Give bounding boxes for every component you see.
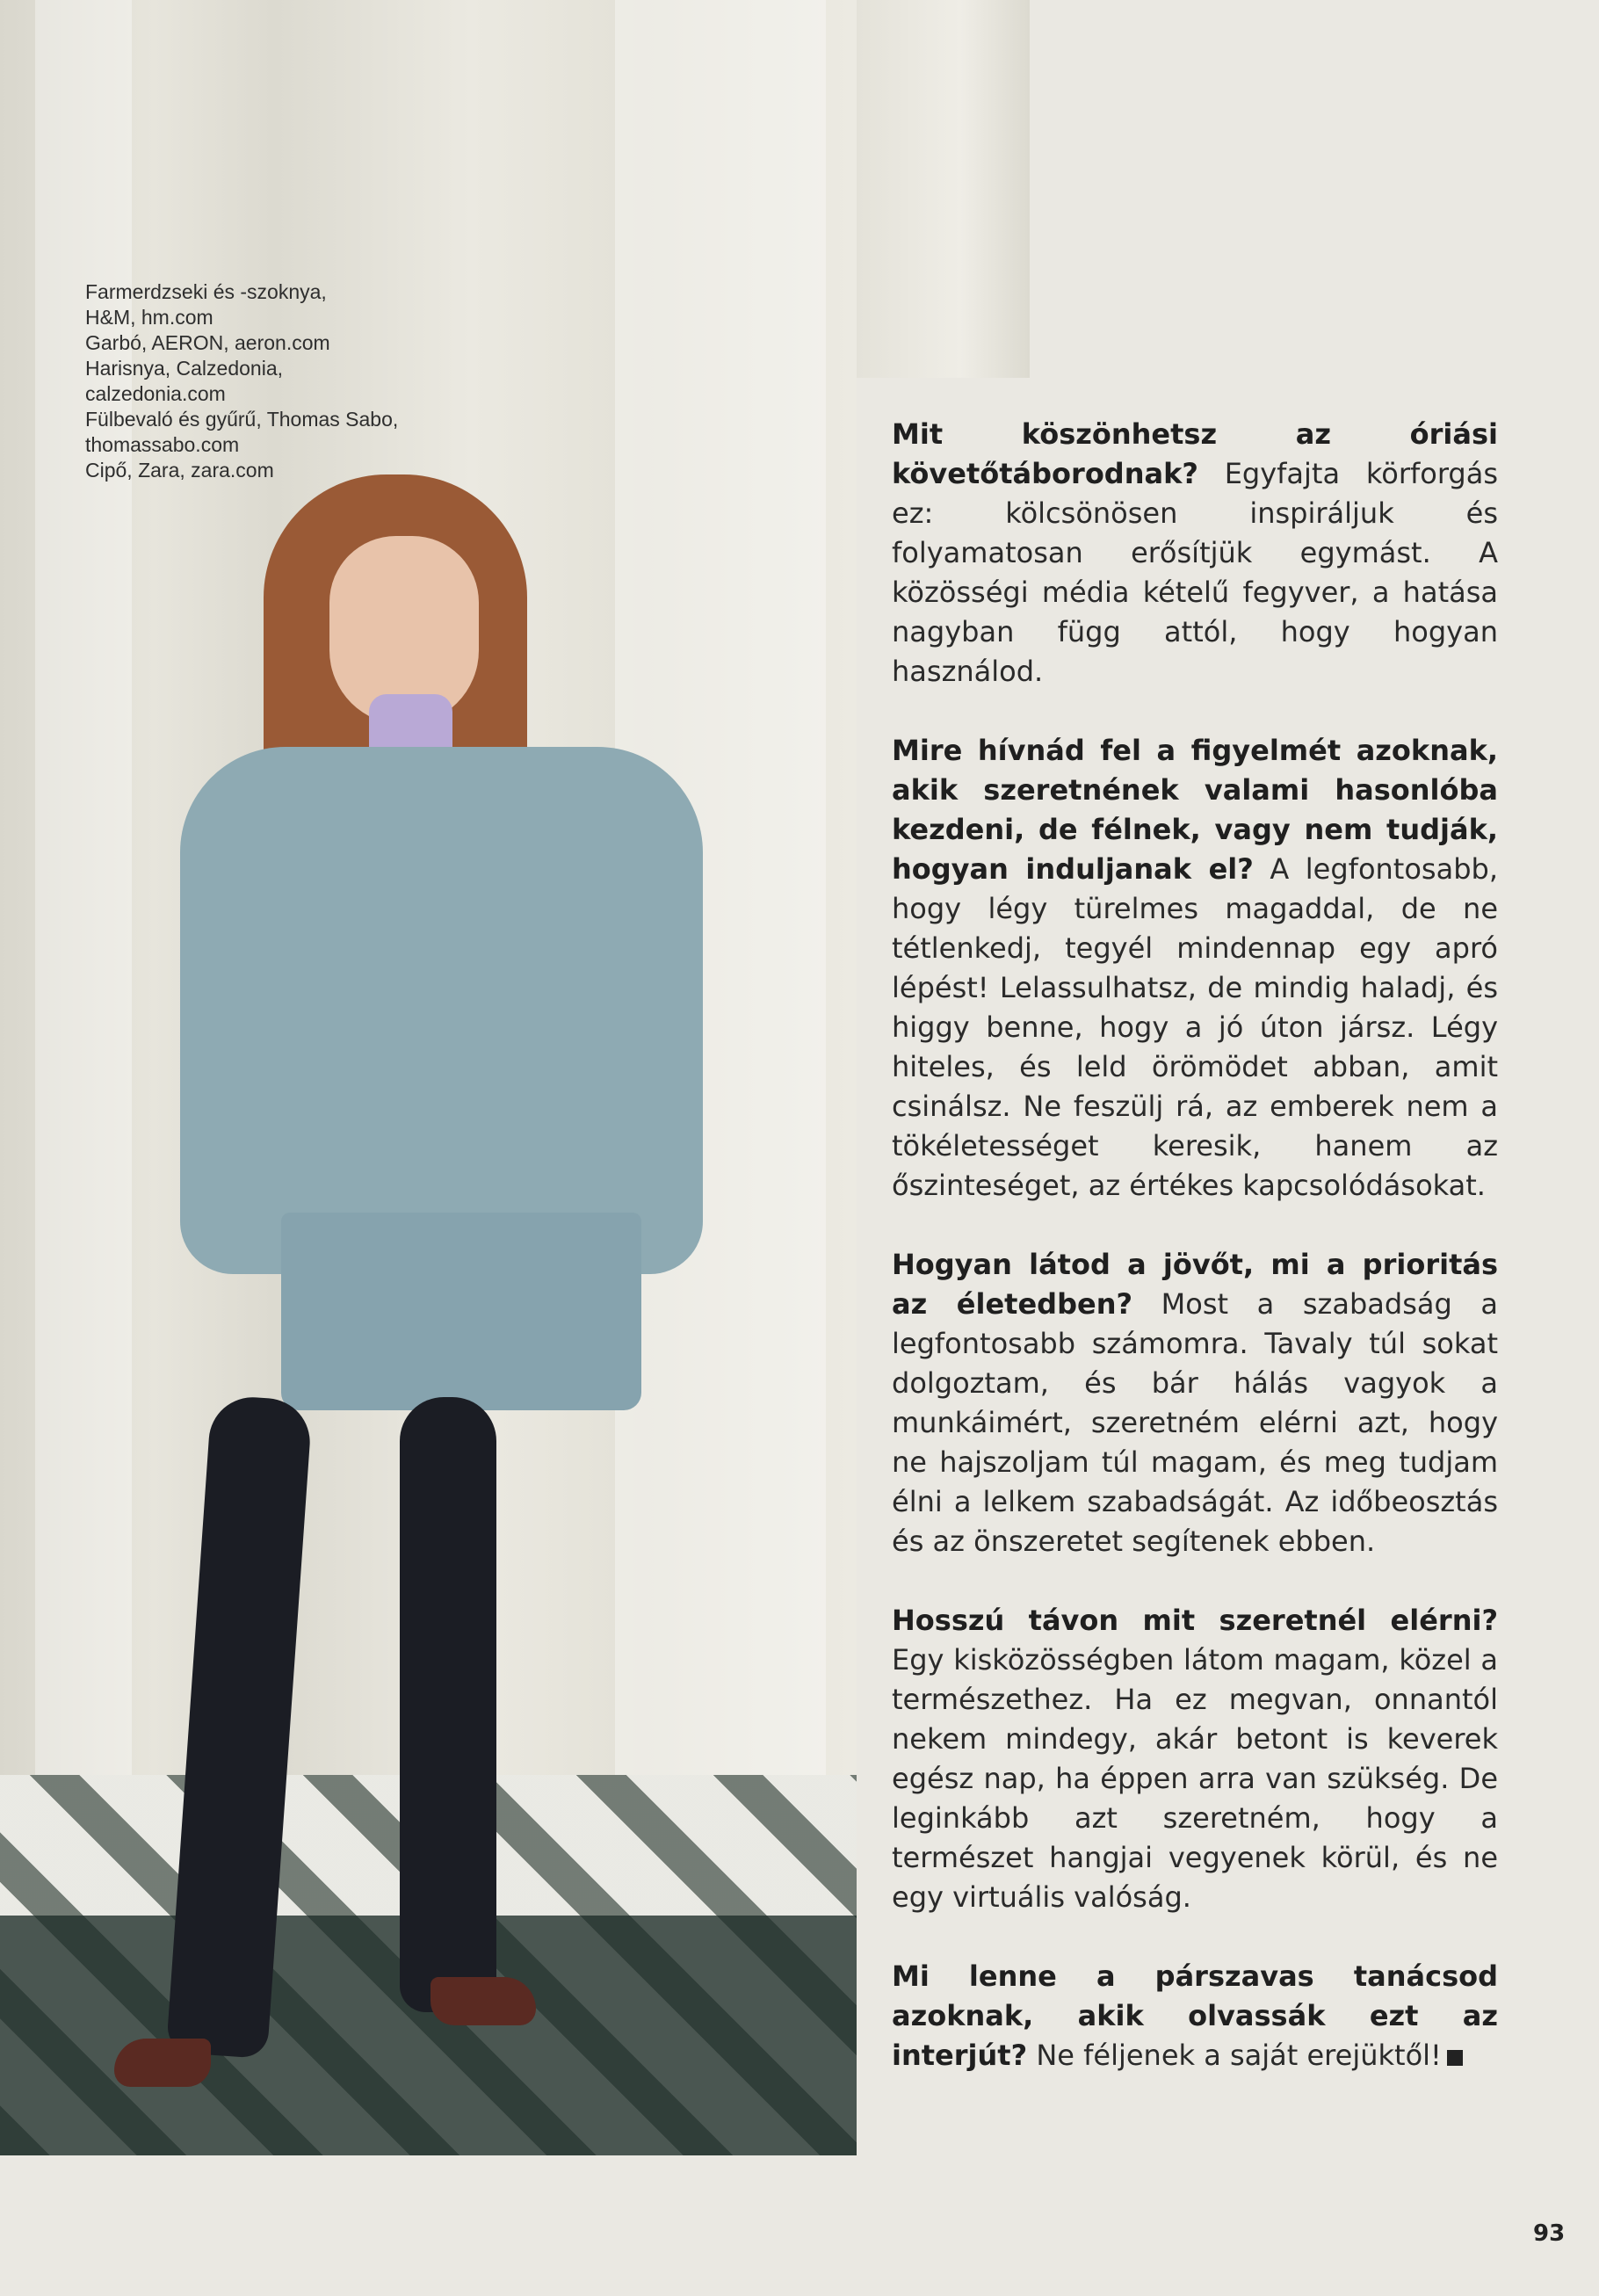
credit-line: calzedonia.com <box>85 382 226 405</box>
qa-paragraph <box>892 415 1498 692</box>
page-number: 93 <box>1533 2220 1566 2247</box>
right-shoe <box>430 1977 536 2025</box>
credit-line: Garbó, AERON, aeron.com <box>85 331 330 354</box>
qa-paragraph <box>892 731 1498 1206</box>
interview-column <box>892 415 1498 2115</box>
photo-upper-extension <box>857 0 1030 378</box>
answer: Egyfajta körforgás ez: kölcsönösen inspiráljuk és folyamatosan erősítjük egymást. A közösségi média kételű fegyver, a hatása nagyban függ attól, hogy hogyan használod. <box>892 457 1498 688</box>
qa-paragraph <box>892 1601 1498 1917</box>
question: Hogyan látod a jövőt, mi a prioritás az életedben? <box>892 1248 1498 1321</box>
credit-line: Harisnya, Calzedonia, <box>85 357 284 380</box>
credit-line: Fülbevaló és gyűrű, Thomas Sabo, <box>85 408 399 431</box>
denim-jacket <box>180 747 703 1274</box>
credit-line: H&M, hm.com <box>85 306 213 329</box>
qa-paragraph <box>892 1957 1498 2075</box>
credit-line: Cipő, Zara, zara.com <box>85 459 274 482</box>
answer: Egy kisközösségben látom magam, közel a természethez. Ha ez megvan, onnantól nekem mindegy, akár betont is keverek egész nap, ha éppen arra van szükség. De leginkább azt szeretném, hogy a természet hangjai vegyenek körül, és ne egy virtuális valóság. <box>892 1643 1498 1914</box>
question: Mi lenne a párszavas tanácsod azoknak, akik olvassák ezt az interjút? <box>892 1959 1498 2072</box>
left-shoe <box>114 2039 211 2087</box>
qa-paragraph <box>892 1245 1498 1561</box>
right-leg <box>400 1397 496 2012</box>
answer: Most a szabadság a legfontosabb számomra. Tavaly túl sokat dolgoztam, és bár hálás vagyok a munkáimért, szeretném elérni azt, hogy ne hajszoljam túl magam, és meg tudjam élni a lelkem szabadságát. Az időbeosztás és az önszeretet segítenek ebben. <box>892 1287 1498 1558</box>
photo-credits <box>85 279 489 483</box>
answer: A legfontosabb, hogy légy türelmes magaddal, de ne tétlenkedj, tegyél mindennap egy apró lépést! Lelassulhatsz, de mindig haladj, és higgy benne, hogy a jó úton jársz. Légy hiteles, és leld örömödet abban, amit csinálsz. Ne feszülj rá, az emberek nem a tökéletességet keresik, hanem az őszinteséget, az értékes kapcsolódásokat. <box>892 852 1498 1202</box>
question: Mire hívnád fel a figyelmét azoknak, akik szeretnének valami hasonlóba kezdeni, de félnek, vagy nem tudják, hogyan induljanak el? <box>892 734 1498 886</box>
question: Hosszú távon mit szeretnél elérni? <box>892 1604 1498 1637</box>
answer: Ne féljenek a saját erejüktől! <box>1036 2039 1442 2072</box>
denim-skirt <box>281 1213 641 1410</box>
question: Mit köszönhetsz az óriási követőtáborodnak? <box>892 417 1498 490</box>
end-mark-icon <box>1447 2050 1463 2066</box>
credit-line: Farmerdzseki és -szoknya, <box>85 280 327 303</box>
credit-line: thomassabo.com <box>85 433 240 456</box>
